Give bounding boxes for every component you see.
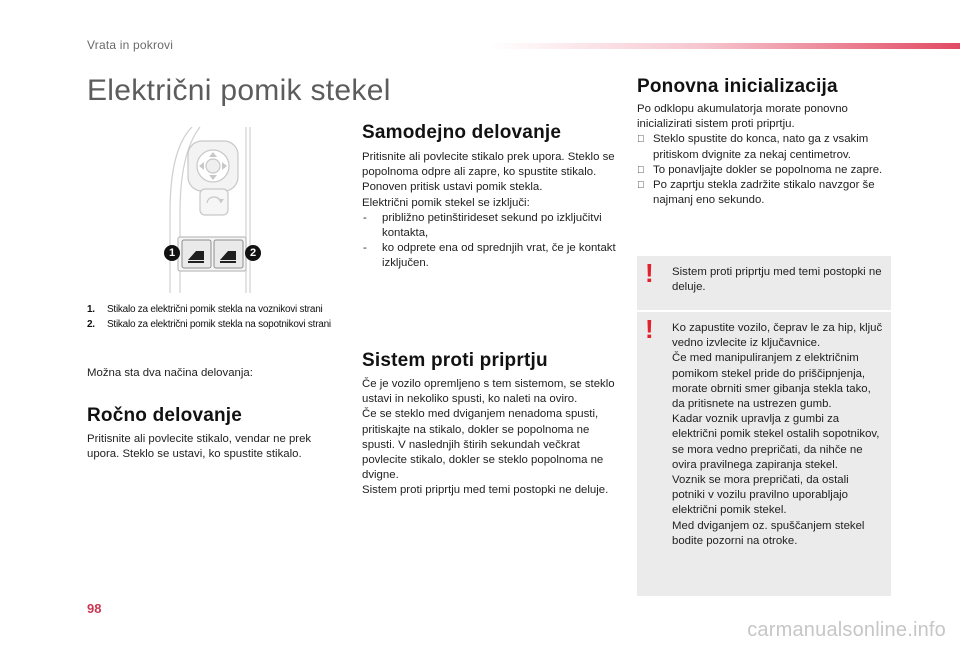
antipinch-section	[362, 377, 619, 499]
antipinch-p2: Če se steklo med dviganjem nenadoma spusti, pritiskajte na stikalo, dokler se popolnoma ne spusti. V naslednjih štirih sekundah večkrat povlecite stikalo, dokler se steklo popolnoma ne dvigne.	[362, 408, 604, 482]
list-item: - ko odprete ena od sprednjih vrat, če je kontakt izključen.	[362, 241, 619, 271]
window-switch-panel-drawing	[160, 123, 270, 295]
auto-heading: Samodejno delovanje	[362, 122, 562, 143]
auto-off-list	[362, 211, 619, 272]
page-number: 98	[87, 601, 102, 616]
warning-2-text	[672, 321, 883, 549]
callout-2: 2	[245, 245, 261, 261]
warning-1-text: Sistem proti priprtju med temi postopki ne deluje.	[672, 266, 882, 294]
manual-text: Pritisnite ali povlecite stikalo, vendar ne prek upora. Steklo se ustavi, ko spustite stikalo.	[87, 433, 312, 461]
auto-off-intro: Električni pomik stekel se izključi:	[362, 196, 530, 209]
warning-icon: !	[645, 314, 654, 344]
auto-text: Pritisnite ali povlecite stikalo prek upora. Steklo se popolnoma odpre ali zapre, ko spustite stikalo. Ponoven pritisk ustavi pomik stekla.	[362, 151, 615, 194]
section-label: Vrata in pokrovi	[87, 38, 174, 52]
callout-1: 1	[164, 245, 180, 261]
auto-section	[362, 150, 619, 272]
reinit-steps	[637, 132, 891, 208]
warning-2-line: Če med manipuliranjem z električnim pomikom stekel pride do priščipnjenja, morate obrniti smer gibanja stekla tako, da pritisnete na ustrezen gumb.	[672, 352, 871, 411]
list-item: To ponavljajte dokler se popolnoma ne zapre.	[637, 163, 891, 178]
warning-2-line: Med dviganjem oz. spuščanjem stekel bodite pozorni na otroke.	[672, 519, 865, 547]
caption-2: 2. Stikalo za električni pomik stekla na sopotnikovi strani	[87, 319, 331, 330]
checkbox-icon	[637, 163, 645, 178]
watermark: carmanualsonline.info	[747, 619, 946, 641]
reinit-section	[637, 102, 891, 208]
caption-1: 1. Stikalo za električni pomik stekla na voznikovi strani	[87, 304, 323, 315]
checkbox-icon	[637, 178, 645, 193]
warning-box-1	[637, 256, 891, 310]
warning-icon: !	[645, 258, 654, 288]
warning-2-line: Voznik se mora prepričati, da ostali potniki v vozilu pravilno uporabljajo električni pomik stekel.	[672, 474, 849, 517]
reinit-heading: Ponovna inicializacija	[637, 76, 838, 97]
reinit-text: Po odklopu akumulatorja morate ponovno inicializirati sistem proti priprtju.	[637, 103, 848, 131]
antipinch-heading: Sistem proti priprtju	[362, 350, 548, 371]
intro-text: Možna sta dva načina delovanja:	[87, 367, 253, 379]
warning-box-2	[637, 312, 891, 596]
list-item: Steklo spustite do konca, nato ga z vsakim pritiskom dvignite za nekaj centimetrov.	[637, 132, 891, 162]
warning-2-line: Kadar voznik upravlja z gumbi za električni pomik stekel ostalih sopotnikov, se mora vedno prepričati, da nihče ne ovira pravilnega zapiranja stekel.	[672, 413, 880, 471]
warning-2-line: Ko zapustite vozilo, čeprav le za hip, ključ vedno izvlecite iz ključavnice.	[672, 322, 883, 350]
list-item: - približno petinštirideset sekund po izključitvi kontakta,	[362, 211, 619, 241]
page-title: Električni pomik stekel	[87, 74, 391, 107]
list-item: Po zaprtju stekla zadržite stikalo navzgor še najmanj eno sekundo.	[637, 178, 891, 208]
figure-captions	[87, 302, 357, 332]
header-accent-bar	[490, 43, 960, 49]
switch-illustration	[160, 123, 270, 295]
antipinch-p1: Če je vozilo opremljeno s tem sistemom, se steklo ustavi in nekoliko spusti, ko naleti na oviro.	[362, 378, 615, 406]
antipinch-p3: Sistem proti priprtju med temi postopki ne deluje.	[362, 484, 609, 497]
checkbox-icon	[637, 132, 645, 147]
manual-heading: Ročno delovanje	[87, 405, 243, 426]
